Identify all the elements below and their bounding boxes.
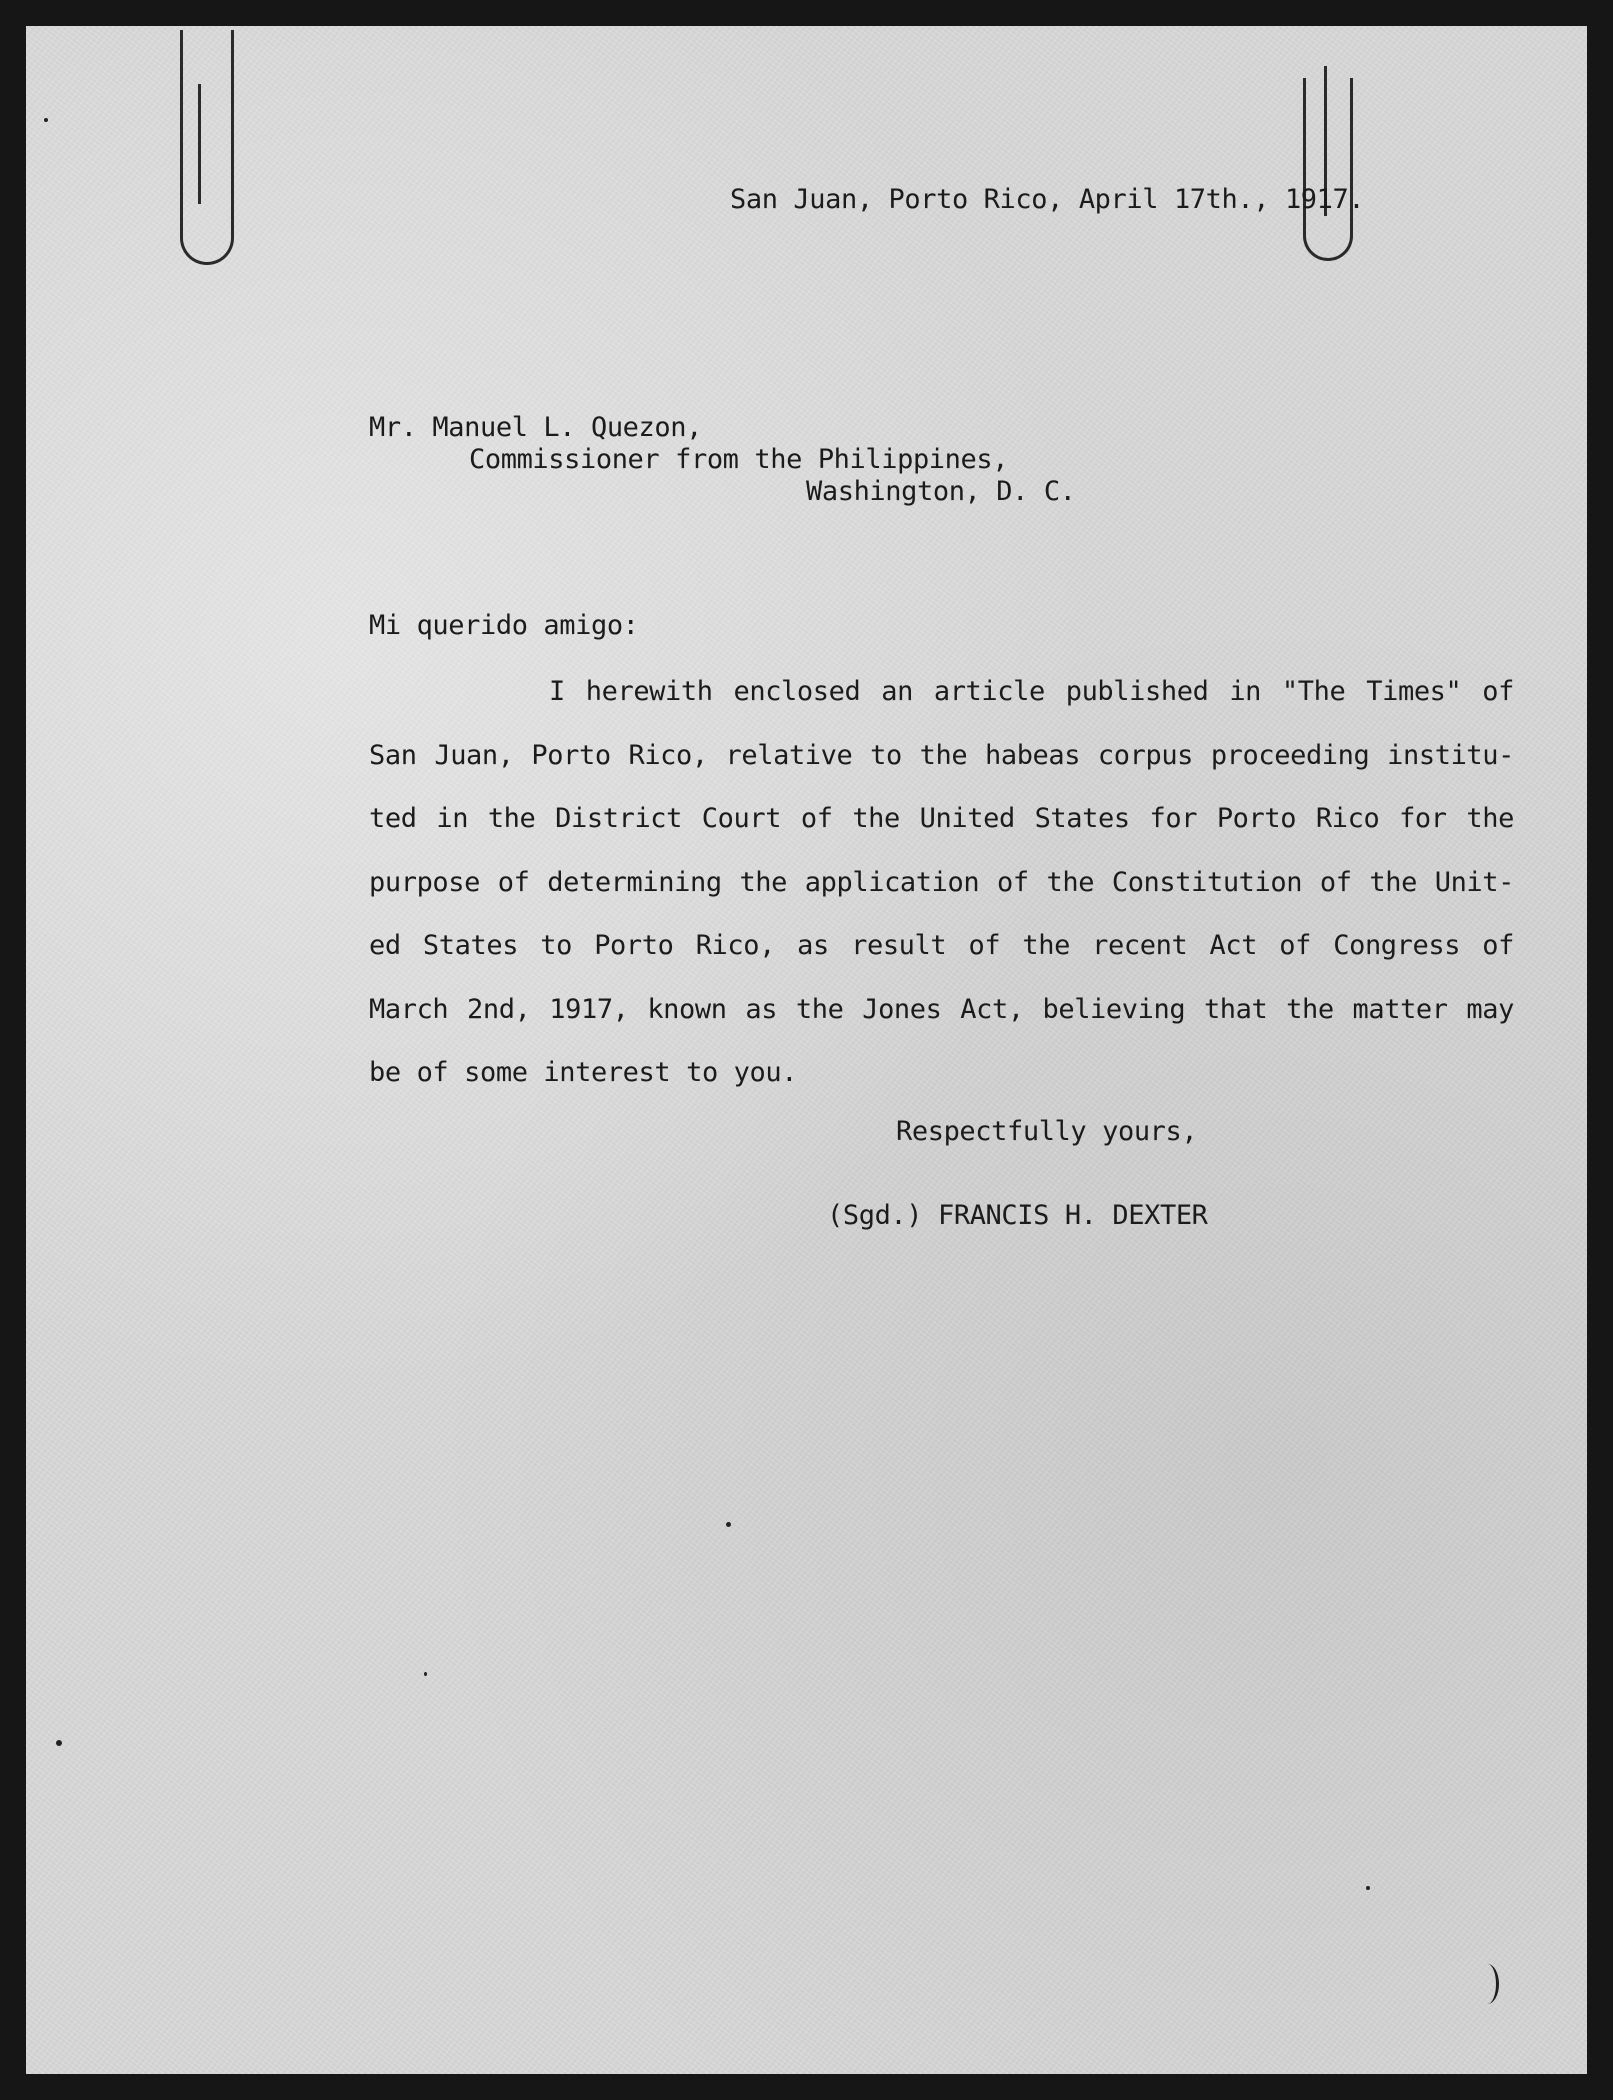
recipient-name: Mr. Manuel L. Quezon,	[369, 412, 702, 443]
letter-body	[369, 660, 1514, 1105]
body-line: be of some interest to you.	[369, 1057, 798, 1088]
document-page	[26, 26, 1587, 2074]
body-line: ed States to Porto Rico, as result of the recent Act of Congress of	[369, 930, 1514, 961]
salutation: Mi querido amigo:	[369, 610, 639, 641]
dateline: San Juan, Porto Rico, April 17th., 1917.	[730, 184, 1365, 215]
closing: Respectfully yours,	[896, 1116, 1198, 1147]
recipient-title: Commissioner from the Philippines,	[469, 444, 1009, 475]
letter	[26, 26, 1587, 2074]
body-line: I herewith enclosed an article published in "The Times" of	[549, 676, 1514, 707]
recipient-location: Washington, D. C.	[806, 476, 1076, 507]
body-line: ted in the District Court of the United States for Porto Rico for the	[369, 803, 1514, 834]
body-line: San Juan, Porto Rico, relative to the habeas corpus proceeding institu-	[369, 739, 1514, 771]
signature: (Sgd.) FRANCIS H. DEXTER	[827, 1200, 1208, 1231]
body-line: March 2nd, 1917, known as the Jones Act, believing that the matter may	[369, 993, 1514, 1025]
body-line: purpose of determining the application of the Constitution of the Unit-	[369, 866, 1514, 898]
